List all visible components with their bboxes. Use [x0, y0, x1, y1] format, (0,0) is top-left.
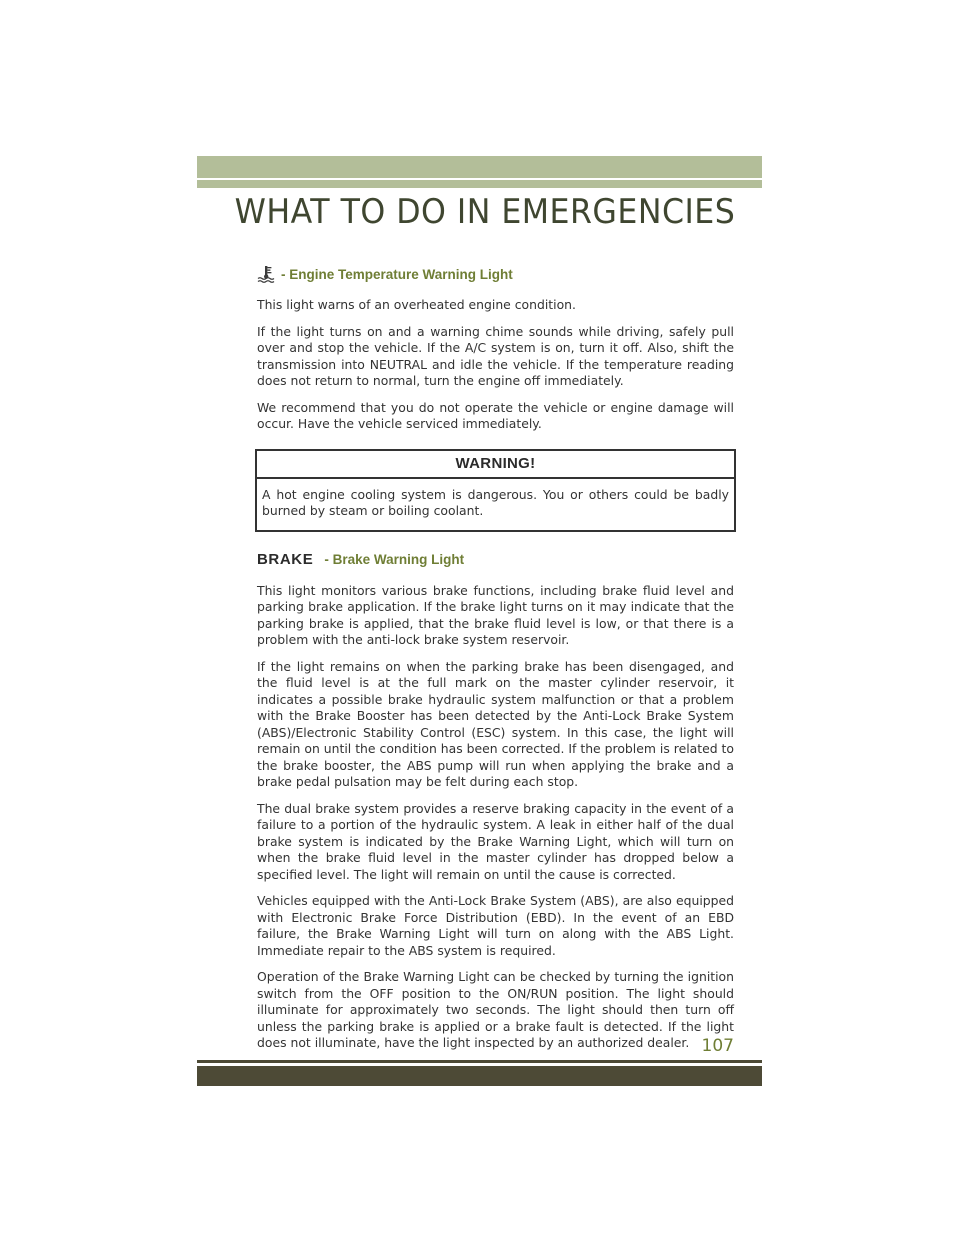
warning-title: WARNING! — [257, 451, 734, 479]
brake-paragraph-4: Vehicles equipped with the Anti-Lock Brake System (ABS), are also equipped with Electronic Brake Force Distribution (EBD). In the event of an EBD failure, the Brake Warning Light will turn on along with the ABS Light. Immediate repair to the ABS system is required. — [257, 893, 734, 958]
page-number: 107 — [701, 1036, 734, 1056]
engine-temp-heading-text: - Engine Temperature Warning Light — [281, 266, 513, 282]
warning-box — [255, 449, 736, 532]
brake-paragraph-1: This light monitors various brake functions, including brake fluid level and parking brake application. If the brake light turns on it may indicate that the parking brake is applied, that the brake fluid level is low, or that there is a problem with the anti-lock brake system reservoir. — [257, 582, 734, 647]
brake-heading-text: - Brake Warning Light — [324, 552, 465, 567]
brake-warning-icon: BRAKE — [257, 551, 314, 568]
page-content — [257, 264, 734, 1062]
engine-temp-paragraph-1: This light warns of an overheated engine condition. — [257, 297, 576, 312]
engine-temp-heading — [257, 264, 734, 284]
engine-temperature-icon — [257, 265, 275, 283]
header-band — [197, 156, 762, 178]
brake-paragraph-2: If the light remains on when the parking brake has been disengaged, and the fluid level is at the full mark on the master cylinder reservoir, it indicates a possible brake hydraulic system malfunction or that a problem with the Brake Booster has been detected by the Anti-Lock Brake System (ABS)/Electronic Stability Control (ESC) system. In this case, the light will remain on until the condition has been corrected. If the problem is related to the brake booster, the ABS pump will run when applying the brake and a brake pedal pulsation may be felt during each stop. — [257, 658, 734, 789]
warning-text: A hot engine cooling system is dangerous. You or others could be badly burned by steam or boiling coolant. — [262, 486, 729, 518]
brake-heading — [257, 550, 734, 570]
engine-temp-paragraph-2: If the light turns on and a warning chime sounds while driving, safely pull over and stop the vehicle. If the A/C system is on, turn it off. Also, shift the transmission into NEUTRAL and idle the vehicle. If the temperature reading does not return to normal, turn the engine off immediately. — [257, 323, 734, 388]
brake-paragraph-5: Operation of the Brake Warning Light can be checked by turning the ignition switch from the OFF position to the ON/RUN position. The light should illuminate for approximately two seconds. The light should then turn off unless the parking brake is applied or a brake fault is detected. If the light does not illuminate, have the light inspected by an authorized dealer. — [257, 969, 734, 1050]
section-title: WHAT TO DO IN EMERGENCIES — [234, 192, 735, 232]
engine-temp-paragraph-3: We recommend that you do not operate the vehicle or engine damage will occur. Have the vehicle serviced immediately. — [257, 399, 734, 431]
brake-paragraph-3: The dual brake system provides a reserve braking capacity in the event of a failure to a portion of the hydraulic system. A leak in either half of the dual brake system is indicated by the Brake Warning Light, which will turn on when the brake fluid level in the master cylinder has dropped below a specified level. The light will remain on until the cause is corrected. — [257, 800, 734, 882]
header-divider — [197, 180, 762, 188]
footer-divider — [197, 1060, 762, 1063]
footer-band — [197, 1066, 762, 1086]
